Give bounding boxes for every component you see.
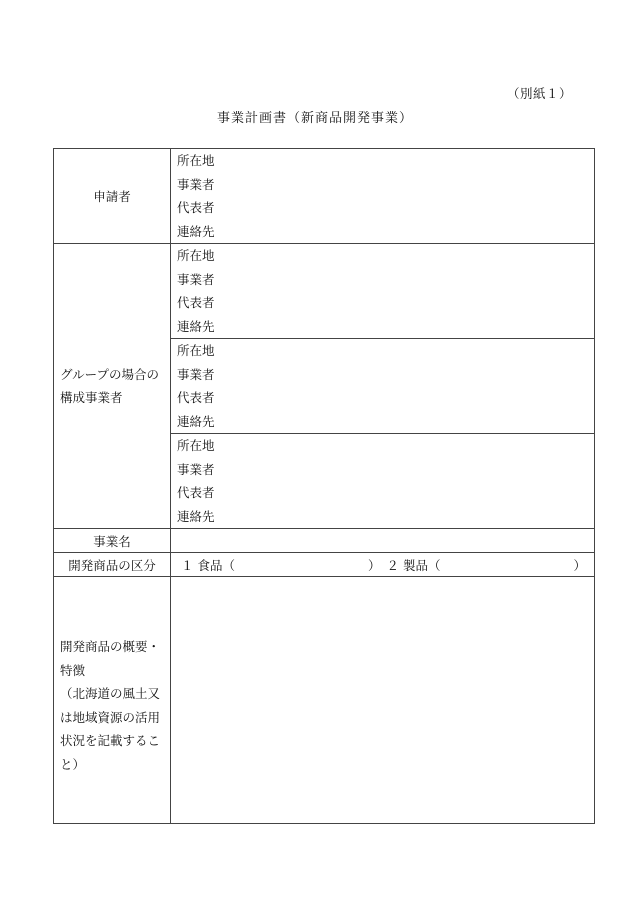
group-member-row-1 — [54, 244, 595, 339]
field-business: 事業者 — [177, 271, 215, 287]
field-representative: 代表者 — [177, 485, 215, 500]
field-contact: 連絡先 — [177, 318, 215, 334]
project-name-input[interactable] — [171, 529, 595, 553]
group-label-line-1: グループの場合の — [60, 366, 160, 382]
group-member-3-fields[interactable] — [171, 434, 595, 529]
annex-label: （別紙１） — [506, 86, 572, 101]
category-row — [54, 553, 595, 577]
category-label: 開発商品の区分 — [54, 553, 171, 577]
description-label-line: 特徴 — [60, 662, 86, 678]
description-label-line: （北海道の風土又 — [60, 686, 161, 701]
description-row — [54, 577, 595, 824]
category-product-option[interactable]: ２ 製品（ — [386, 557, 441, 573]
category-cell — [171, 553, 595, 577]
group-label-line-2: 構成事業者 — [60, 390, 123, 405]
description-label-line: 開発商品の概要・ — [60, 639, 161, 654]
group-member-2-fields[interactable] — [171, 339, 595, 434]
field-contact: 連絡先 — [177, 508, 215, 524]
field-business: 事業者 — [177, 176, 215, 192]
group-member-1-fields[interactable] — [171, 244, 595, 339]
project-name-label: 事業名 — [54, 529, 171, 553]
page-title: 事業計画書（新商品開発事業） — [216, 111, 413, 126]
field-representative: 代表者 — [177, 390, 215, 405]
field-business: 事業者 — [177, 366, 215, 382]
applicant-row — [54, 149, 595, 244]
category-product-close: ） — [573, 557, 586, 573]
description-label-line: と） — [60, 756, 86, 772]
group-label — [54, 244, 171, 529]
field-address: 所在地 — [177, 248, 215, 263]
field-business: 事業者 — [177, 461, 215, 477]
field-address: 所在地 — [177, 438, 215, 453]
description-input[interactable] — [171, 577, 595, 824]
category-food-close: ） — [367, 557, 381, 573]
plan-form-table — [53, 148, 595, 824]
project-name-row — [54, 529, 595, 553]
category-food-option[interactable]: １ 食品（ — [181, 557, 235, 573]
applicant-fields[interactable] — [171, 149, 595, 244]
field-representative: 代表者 — [177, 200, 215, 215]
description-label-line: 状況を記載するこ — [60, 733, 161, 748]
description-label-line: は地域資源の活用 — [60, 709, 161, 725]
field-address: 所在地 — [177, 343, 215, 358]
field-address: 所在地 — [177, 153, 215, 168]
field-contact: 連絡先 — [177, 413, 215, 429]
applicant-label: 申請者 — [54, 149, 171, 244]
field-contact: 連絡先 — [177, 223, 215, 239]
description-label — [54, 577, 171, 824]
field-representative: 代表者 — [177, 295, 215, 310]
